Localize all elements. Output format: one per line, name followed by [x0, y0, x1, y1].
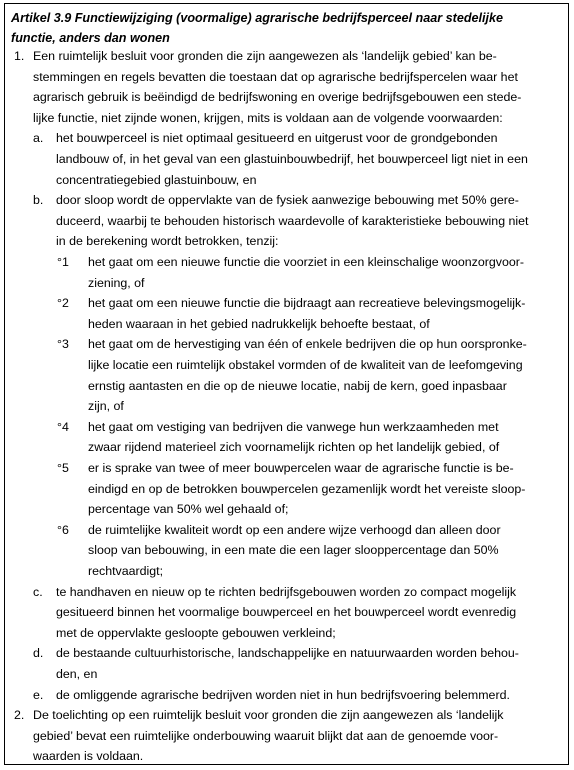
list-item-line: in de berekening wordt betrokken, tenzij: [56, 234, 279, 249]
sub-item-line: eindigd en op de betrokken bouwpercelen gezamenlijk wordt het vereiste sloop- [88, 481, 526, 496]
paragraph-line: gebied’ bevat een ruimtelijke onderbouwing waaruit blijkt dat aan de genoemde voor- [33, 728, 499, 743]
list-item-line: de omliggende agrarische bedrijven worden niet in hun bedrijfsvoering belemmerd. [56, 687, 510, 702]
paragraph-line: stemmingen en regels bevatten die toestaan dat op agrarische bedrijfspercelen waar het [33, 69, 518, 84]
sub-item-mark: °3 [57, 337, 69, 352]
sub-item-line: lijke locatie een ruimtelijk obstakel vormden of de kwaliteit van de leefomgeving [88, 358, 523, 372]
paragraph-line: lijke functie, niet zijnde wonen, krijgen, mits is voldaan aan de volgende voorwaarden: [33, 110, 503, 125]
list-item-letter: b. [33, 193, 44, 208]
article-title [11, 8, 551, 48]
list-item-line: gesitueerd binnen het voormalige bouwperceel en het bouwperceel wordt evenredig [56, 605, 517, 620]
paragraph-line: agrarisch gebruik is beëindigd de bedrijfswoning en overige bedrijfsgebouwen een stede- [33, 90, 522, 105]
list-item-line: het bouwperceel is niet optimaal gesitueerd en uitgerust voor de grondgebonden [56, 131, 498, 146]
sub-item-mark: °5 [57, 461, 69, 475]
sub-item-mark: °1 [57, 255, 69, 269]
article-title-line: Artikel 3.9 Functiewijziging (voormalige) agrarische bedrijfsperceel naar stedelijke [11, 11, 504, 25]
sub-item-line: heden waaraan in het gebied nadrukkelijk behoefte bestaat, of [88, 316, 430, 331]
article-title-line: functie, anders dan wonen [11, 31, 170, 45]
list-item-letter: d. [33, 646, 44, 661]
list-item-line: met de oppervlakte gesloopte gebouwen verkleind; [56, 625, 336, 640]
sub-item-line: er is sprake van twee of meer bouwpercelen waar de agrarische functie is be- [88, 461, 514, 475]
paragraph-line: De toelichting op een ruimtelijk besluit voor gronden die zijn aangewezen als ‘landelijk [33, 708, 504, 723]
list-item-line: den, en [56, 667, 98, 681]
sub-item-line: het gaat om een nieuwe functie die voorziet in een kleinschalige woonzorgvoor- [88, 255, 525, 269]
sub-item-line: ernstig aantasten en die op de nieuwe locatie, nabij de kern, goed inpasbaar [88, 378, 507, 393]
paragraph-line: Een ruimtelijk besluit voor gronden die zijn aangewezen als ‘landelijk gebied’ kan be- [33, 49, 497, 63]
sub-item-mark: °4 [57, 419, 69, 434]
sub-item-line: het gaat om een nieuwe functie die bijdraagt aan recreatieve belevingsmogelijk- [88, 296, 526, 311]
sub-item-line: sloop van bebouwing, in een mate die een lager slooppercentage dan 50% [88, 543, 499, 558]
sub-item-line: de ruimtelijke kwaliteit wordt op een andere wijze verhoogd dan alleen door [88, 522, 501, 537]
sub-item-mark: °6 [57, 522, 69, 537]
sub-item-line: rechtvaardigt; [88, 564, 164, 578]
list-item-line: de bestaande cultuurhistorische, landschappelijke en natuurwaarden worden behou- [56, 646, 519, 661]
list-item-letter: a. [33, 131, 44, 146]
list-item-letter: c. [33, 584, 43, 599]
paragraph-number: 1. [14, 49, 25, 63]
sub-item-line: zijn, of [88, 399, 124, 414]
list-item-line: door sloop wordt de oppervlakte van de fysiek aanwezige bebouwing met 50% gere- [56, 193, 519, 208]
sub-item-line: het gaat om vestiging van bedrijven die vanwege hun werkzaamheden met [88, 419, 499, 434]
paragraph-line: waarden is voldaan. [33, 749, 144, 764]
sub-item-line: het gaat om de hervestiging van één of enkele bedrijven die op hun oorspronke- [88, 337, 527, 352]
list-item-line: concentratiegebied glastuinbouw, en [56, 172, 257, 187]
sub-item-mark: °2 [57, 296, 69, 311]
list-item-line: duceerd, waarbij te behouden historisch waardevolle of karakteristieke bebouwing niet [56, 213, 529, 228]
sub-item-line: ziening, of [88, 275, 145, 290]
sub-item-line: percentage van 50% wel gehaald of; [88, 502, 289, 517]
list-item-letter: e. [33, 687, 44, 702]
list-item-line: te handhaven en nieuw op te richten bedrijfsgebouwen worden zo compact mogelijk [56, 584, 517, 599]
sub-item-line: zwaar rijdend materieel zich voornamelijk richten op het landelijk gebied, of [88, 440, 500, 455]
list-item-line: landbouw of, in het geval van een glastuinbouwbedrijf, het bouwperceel ligt niet in een [56, 152, 528, 166]
paragraph-number: 2. [14, 708, 25, 723]
